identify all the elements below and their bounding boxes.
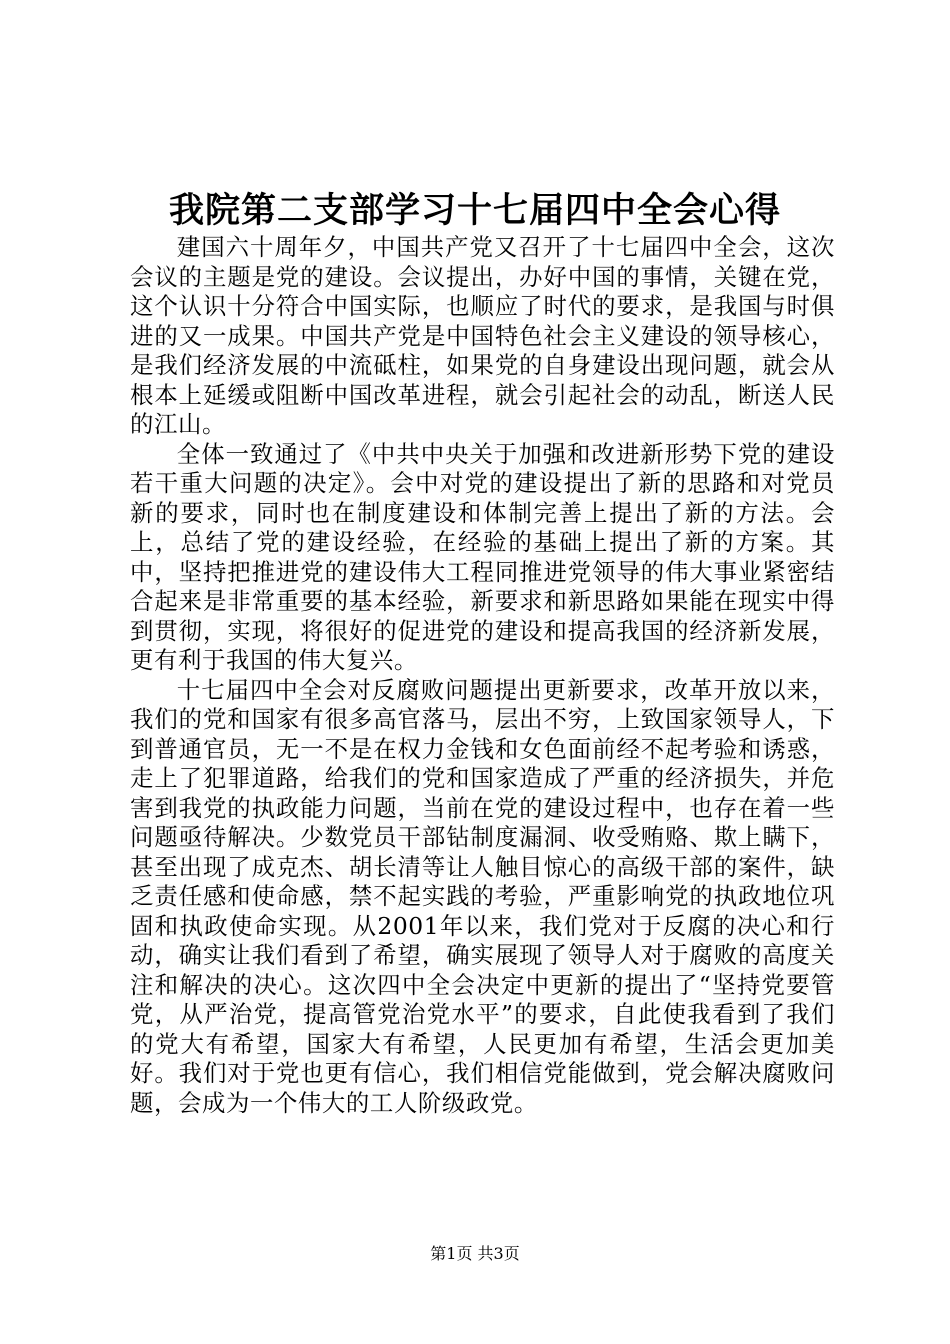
paragraph: 全体一致通过了《中共中央关于加强和改进新形势下党的建设若干重大问题的决定》。会中对党的建设提出了新的思路和对党员新的要求，同时也在制度建设和体制完善上提出了新的方法。会上，总结了党的建设经验，在经验的基础上提出了新的方案。其中，坚持把推进党的建设伟大工程同推进党领导的伟大事业紧密结合起来是非常重要的基本经验，新要求和新思路如果能在现实中得到贯彻，实现，将很好的促进党的建设和提高我国的经济新发展，更有利于我国的伟大复兴。 — [130, 439, 835, 674]
paragraph: 建国六十周年夕，中国共产党又召开了十七届四中全会，这次会议的主题是党的建设。会议提出，办好中国的事情，关键在党，这个认识十分符合中国实际，也顺应了时代的要求，是我国与时俱进的又一成果。中国共产党是中国特色社会主义建设的领导核心，是我们经济发展的中流砥柱，如果党的自身建设出现问题，就会从根本上延缓或阻断中国改革进程，就会引起社会的动乱，断送人民的江山。 — [130, 233, 835, 438]
document-body — [130, 233, 835, 1118]
paragraph: 十七届四中全会对反腐败问题提出更新要求，改革开放以来，我们的党和国家有很多高官落马，层出不穷，上致国家领导人，下到普通官员，无一不是在权力金钱和女色面前经不起考验和诱惑，走上了犯罪道路，给我们的党和国家造成了严重的经济损失，并危害到我党的执政能力问题，当前在党的建设过程中，也存在着一些问题亟待解决。少数党员干部钻制度漏洞、收受贿赂、欺上瞒下，甚至出现了成克杰、胡长清等让人触目惊心的高级干部的案件，缺乏责任感和使命感，禁不起实践的考验，严重影响党的执政地位巩固和执政使命实现。从2001年以来，我们党对于反腐的决心和行动，确实让我们看到了希望，确实展现了领导人对于腐败的高度关注和解决的决心。这次四中全会决定中更新的提出了“坚持党要管党，从严治党，提高管党治党水平”的要求，自此使我看到了我们的党大有希望，国家大有希望，人民更加有希望，生活会更加美好。我们对于党也更有信心，我们相信党能做到，党会解决腐败问题，会成为一个伟大的工人阶级政党。 — [130, 675, 835, 1117]
document-title: 我院第二支部学习十七届四中全会心得 — [168, 190, 781, 231]
page-number-footer: 第1页 共3页 — [430, 1244, 520, 1263]
